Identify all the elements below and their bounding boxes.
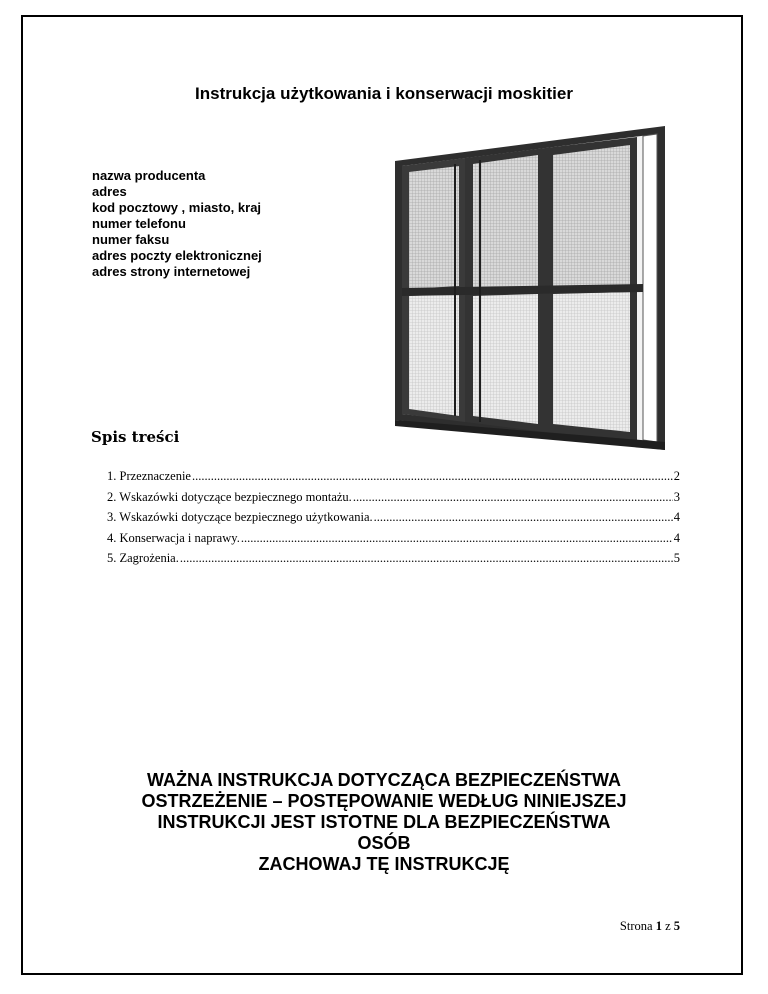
producer-contact-block: [92, 168, 262, 280]
toc-dot-leader: [241, 531, 673, 546]
contact-line-fax: numer faksu: [92, 232, 170, 247]
contact-line-producer-name: nazwa producenta: [92, 168, 206, 183]
toc-entry-page: 5: [673, 551, 680, 566]
page-number-footer: [620, 919, 680, 934]
toc-entry-label: 5. Zagrożenia.: [107, 551, 179, 566]
toc-heading: Spis treści: [91, 428, 180, 446]
toc-entry[interactable]: [107, 510, 680, 531]
contact-line-postal-city-country: kod pocztowy , miasto, kraj: [92, 200, 262, 215]
warning-line: ZACHOWAJ TĘ INSTRUKCJĘ: [258, 854, 510, 874]
toc-entry[interactable]: [107, 469, 680, 490]
toc-entry[interactable]: [107, 551, 680, 572]
warning-line: OSÓB: [357, 833, 411, 853]
toc-entry[interactable]: [107, 531, 680, 552]
toc-dot-leader: [192, 469, 673, 484]
footer-separator: z: [665, 919, 671, 933]
toc-dot-leader: [374, 510, 673, 525]
toc-entry-label: 4. Konserwacja i naprawy.: [107, 530, 240, 545]
mosquito-net-window-image: [385, 124, 675, 450]
contact-line-address: adres: [92, 184, 127, 199]
toc-entry-label: 1. Przeznaczenie: [107, 469, 191, 483]
toc-dot-leader: [353, 490, 673, 505]
toc-entry[interactable]: [107, 490, 680, 511]
footer-current-page: 1: [655, 919, 662, 933]
toc-entry-label: 3. Wskazówki dotyczące bezpiecznego użytkowania.: [107, 510, 373, 525]
toc-entry-label: 2. Wskazówki dotyczące bezpiecznego montażu.: [107, 489, 352, 504]
contact-line-phone: numer telefonu: [92, 216, 186, 231]
toc-entry-page: 2: [673, 469, 680, 483]
warning-line: OSTRZEŻENIE – POSTĘPOWANIE WEDŁUG NINIEJSZEJ: [141, 791, 627, 811]
toc-entry-page: 3: [673, 489, 680, 504]
warning-line: WAŻNA INSTRUKCJA DOTYCZĄCA BEZPIECZEŃSTWA: [147, 770, 621, 790]
safety-warning-block: [0, 770, 768, 875]
toc-dot-leader: [180, 551, 673, 566]
toc-entry-page: 4: [673, 510, 680, 525]
contact-line-website: adres strony internetowej: [92, 264, 251, 279]
document-title: Instrukcja użytkowania i konserwacji moskitier: [195, 84, 573, 103]
warning-line: INSTRUKCJI JEST ISTOTNE DLA BEZPIECZEŃSTWA: [157, 812, 611, 832]
footer-total-pages: 5: [673, 919, 680, 933]
footer-prefix: Strona: [619, 919, 653, 933]
toc-entry-page: 4: [673, 530, 680, 545]
contact-line-email: adres poczty elektronicznej: [92, 248, 262, 263]
table-of-contents: [107, 469, 680, 572]
